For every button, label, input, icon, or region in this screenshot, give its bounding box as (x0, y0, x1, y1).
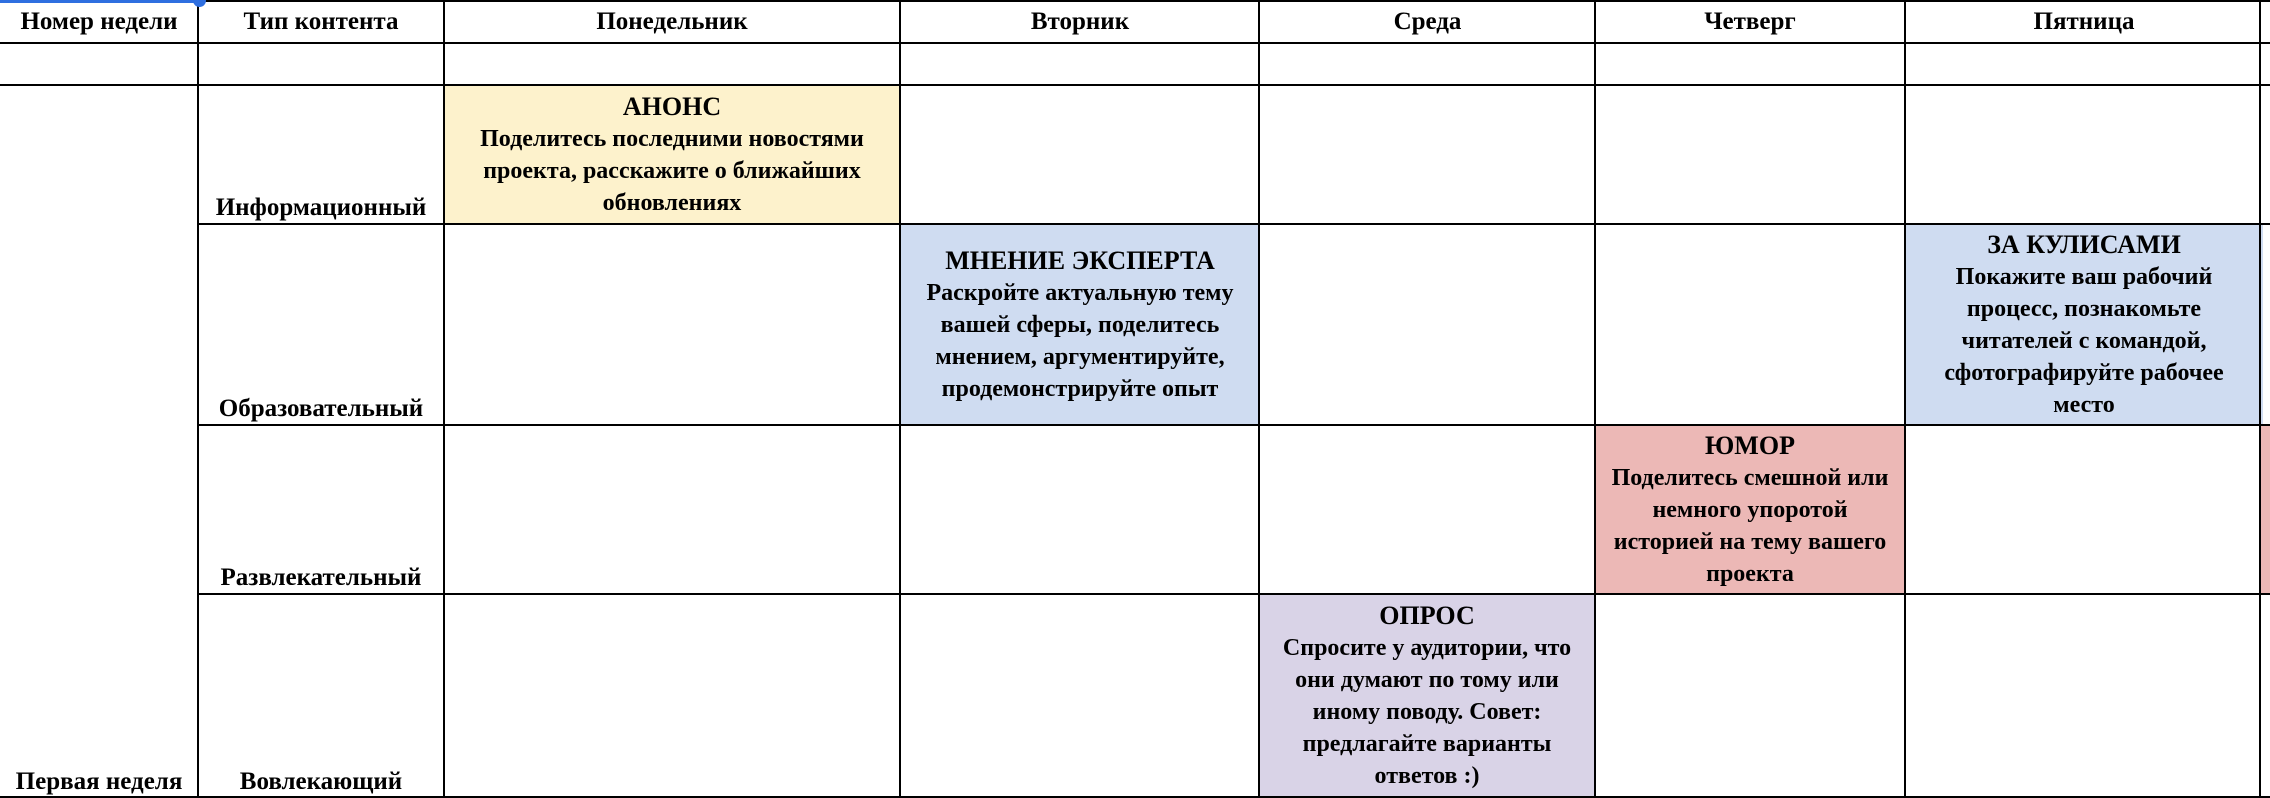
header-week-number[interactable]: Номер недели (20, 8, 178, 35)
grid-line (0, 0, 2270, 2)
card-announce-title: АНОНС (622, 91, 722, 121)
grid-line (1594, 0, 1596, 798)
card-humor-title: ЮМОР (1705, 430, 1795, 460)
card-humor-text: Поделитесь смешной или немного упоротой историей на тему вашего проекта (1611, 464, 1889, 587)
grid-line (1258, 0, 1260, 798)
card-expert[interactable] (900, 224, 1260, 425)
row-type-informational[interactable]: Информационный (215, 194, 427, 221)
grid-line (1904, 0, 1906, 798)
card-announce-text: Поделитесь последними новостями проекта, расскажите о ближайших обновлениях (480, 125, 864, 216)
row-type-educational[interactable]: Образовательный (218, 395, 424, 422)
card-expert-text: Раскройте актуальную тему вашей сферы, поделитесь мнением, аргументируйте, продемонстрируйте опыт (926, 279, 1234, 402)
card-backstage-text: Покажите ваш рабочий процесс, познакомьте читателей с командой, сфотографируйте рабочее место (1944, 263, 2224, 418)
header-day-tuesday[interactable]: Вторник (1030, 8, 1130, 35)
grid-line (0, 42, 2270, 44)
card-poll[interactable] (1259, 594, 1595, 798)
grid-line (198, 424, 2270, 426)
card-announce[interactable] (444, 85, 900, 224)
header-day-friday[interactable]: Пятница (2033, 8, 2135, 35)
card-poll-title: ОПРОС (1379, 601, 1475, 630)
row-type-entertaining[interactable]: Развлекательный (220, 564, 422, 591)
card-backstage-title: ЗА КУЛИСАМИ (1987, 229, 2181, 259)
header-day-monday[interactable]: Понедельник (596, 8, 748, 35)
cell-selection-indicator (0, 0, 200, 3)
card-backstage[interactable] (1905, 224, 2263, 425)
grid-line (899, 0, 901, 798)
card-expert-title: МНЕНИЕ ЭКСПЕРТА (945, 245, 1215, 275)
header-day-wednesday[interactable]: Среда (1393, 8, 1462, 35)
grid-line (0, 84, 2270, 86)
week-label[interactable]: Первая неделя (15, 768, 183, 795)
card-humor[interactable] (1595, 425, 1905, 594)
header-content-type[interactable]: Тип контента (243, 8, 399, 35)
card-humor-edge (2260, 425, 2270, 594)
grid-line (2259, 0, 2261, 798)
grid-line (443, 0, 445, 798)
grid-line (197, 0, 199, 798)
grid-line (198, 593, 2270, 595)
grid-line (198, 223, 2270, 225)
card-poll-text: Спросите у аудитории, что они думают по тому или иному поводу. Совет: предлагайте варианты ответов :) (1282, 635, 1572, 789)
header-day-thursday[interactable]: Четверг (1704, 8, 1796, 35)
row-type-engaging[interactable]: Вовлекающий (239, 768, 403, 795)
